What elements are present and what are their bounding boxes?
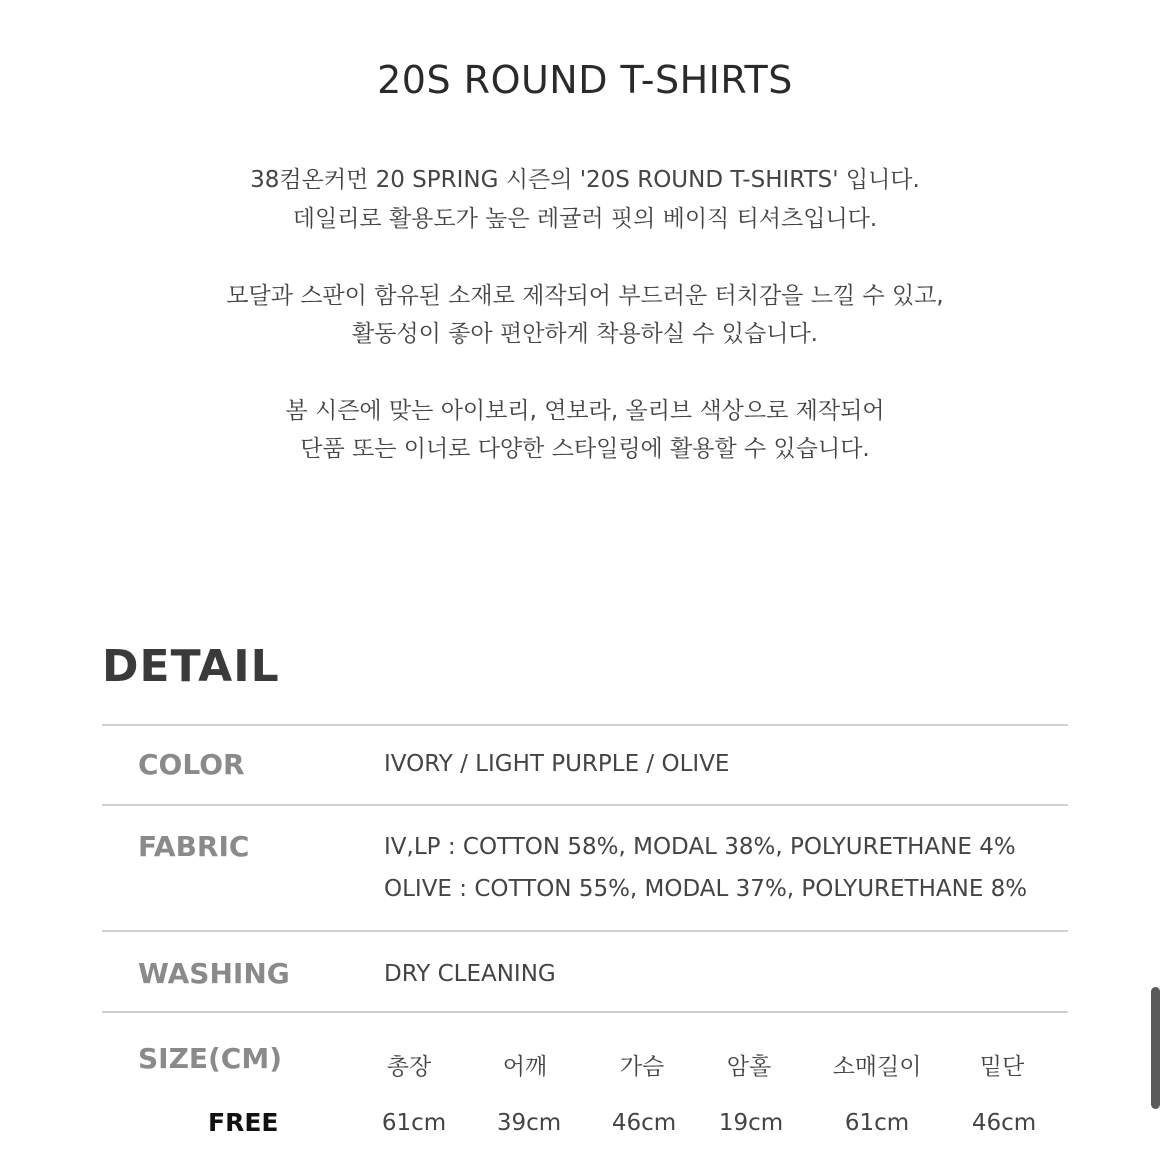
divider	[102, 1011, 1068, 1013]
fabric-value-line: IV,LP : COTTON 58%, MODAL 38%, POLYURETHANE 4%	[384, 834, 1016, 860]
size-header: 가슴	[619, 1054, 665, 1080]
size-value: 46cm	[971, 1110, 1037, 1136]
description-line: 단품 또는 이너로 다양한 스타일링에 활용할 수 있습니다.	[300, 436, 870, 462]
description-line: 봄 시즌에 맞는 아이보리, 연보라, 올리브 색상으로 제작되어	[285, 398, 885, 424]
divider	[102, 804, 1068, 806]
size-header: 밑단	[979, 1054, 1025, 1080]
description-line: 38컴온커먼 20 SPRING 시즌의 '20S ROUND T-SHIRTS' 입니다.	[250, 167, 920, 193]
fabric-value-line: OLIVE : COTTON 55%, MODAL 37%, POLYURETHANE 8%	[384, 876, 1028, 902]
detail-heading: DETAIL	[102, 641, 280, 692]
size-value: 46cm	[611, 1110, 677, 1136]
fabric-label: FABRIC	[138, 830, 250, 863]
size-header: 총장	[386, 1054, 432, 1080]
description-line: 데일리로 활용도가 높은 레귤러 핏의 베이직 티셔츠입니다.	[292, 206, 878, 232]
color-value: IVORY / LIGHT PURPLE / OLIVE	[384, 751, 730, 777]
size-value: 61cm	[381, 1110, 447, 1136]
product-title: 20S ROUND T-SHIRTS	[377, 58, 793, 102]
description-line: 모달과 스판이 함유된 소재로 제작되어 부드러운 터치감을 느낄 수 있고,	[226, 283, 944, 309]
scrollbar[interactable]	[1151, 987, 1160, 1109]
size-header: 소매길이	[832, 1054, 922, 1080]
color-label: COLOR	[138, 748, 245, 781]
washing-label: WASHING	[138, 957, 290, 990]
size-value: 39cm	[496, 1110, 562, 1136]
divider	[102, 724, 1068, 726]
size-row-label: FREE	[208, 1108, 279, 1137]
description-line: 활동성이 좋아 편안하게 착용하실 수 있습니다.	[351, 321, 818, 347]
size-header: 암홀	[726, 1054, 772, 1080]
size-label: SIZE(CM)	[138, 1042, 283, 1075]
divider	[102, 930, 1068, 932]
size-value: 19cm	[718, 1110, 784, 1136]
washing-value: DRY CLEANING	[384, 961, 556, 987]
size-header: 어깨	[502, 1054, 548, 1080]
size-value: 61cm	[844, 1110, 910, 1136]
